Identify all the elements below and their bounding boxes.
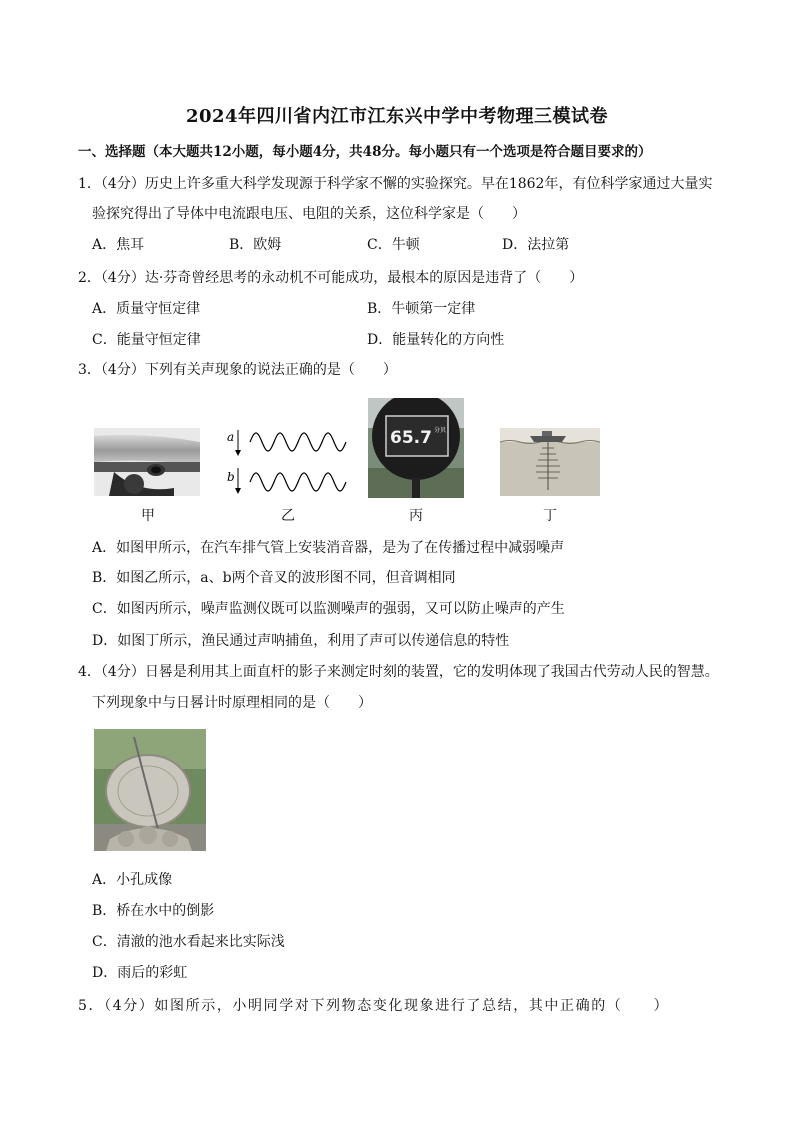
q1-option-c: C．牛顿 — [367, 237, 420, 253]
section-heading: 一、选择题（本大题共12小题，每小题4分，共48分。每小题只有一个选项是符合题目要求的） — [78, 144, 652, 160]
figure-caption-yi: 乙 — [281, 508, 295, 524]
q2-stem: 2．（4分）达·芬奇曾经思考的永动机不可能成功，最根本的原因是违背了（ ） — [78, 270, 584, 286]
q4-option-a: A．小孔成像 — [92, 872, 173, 888]
figure-caption-ding: 丁 — [543, 508, 557, 524]
q3-option-b: B．如图乙所示，a、b两个音叉的波形图不同，但音调相同 — [92, 570, 456, 586]
arrow-down-icon — [235, 488, 241, 494]
q3-stem: 3．（4分）下列有关声现象的说法正确的是（ ） — [78, 362, 397, 378]
sundial-image — [94, 729, 206, 851]
q5-stem: 5．（4分）如图所示，小明同学对下列物态变化现象进行了总结，其中正确的（ ） — [78, 998, 670, 1014]
q3-option-a: A．如图甲所示，在汽车排气管上安装消音器，是为了在传播过程中减弱噪声 — [92, 540, 565, 556]
q2-option-c: C．能量守恒定律 — [92, 332, 201, 348]
q4-stem-line2: 下列现象中与日晷计时原理相同的是（ ） — [92, 695, 372, 711]
q3-option-c: C．如图丙所示，噪声监测仪既可以监测噪声的强弱，又可以防止噪声的产生 — [92, 601, 565, 617]
wave-label-b: b — [227, 470, 235, 484]
waveform-diagram — [224, 424, 350, 500]
car-exhaust-image — [94, 428, 200, 496]
sonar-fishing-image — [500, 428, 600, 496]
arrow-down-icon — [235, 450, 241, 456]
q4-option-c: C．清澈的池水看起来比实际浅 — [92, 934, 285, 950]
q4-option-d: D．雨后的彩虹 — [92, 965, 188, 981]
q1-option-a: A．焦耳 — [92, 237, 145, 253]
q1-stem-line1: 1．（4分）历史上许多重大科学发现源于科学家不懈的实验探究。早在1862年，有位科学家通过大量实 — [78, 176, 713, 192]
monitor-reading: 65.7 — [390, 428, 432, 448]
q2-option-a: A．质量守恒定律 — [92, 301, 201, 317]
monitor-unit: 分贝 — [434, 427, 447, 434]
figure-caption-bing: 丙 — [409, 508, 423, 524]
q4-stem-line1: 4．（4分）日晷是利用其上面直杆的影子来测定时刻的装置，它的发明体现了我国古代劳动人民的智慧。 — [78, 664, 719, 680]
noise-monitor-image — [368, 398, 464, 498]
q3-option-d: D．如图丁所示，渔民通过声呐捕鱼，利用了声可以传递信息的特性 — [92, 633, 510, 649]
wave-label-a: a — [227, 430, 235, 444]
page-title: 2024年四川省内江市江东兴中学中考物理三模试卷 — [185, 106, 609, 127]
q1-stem-line2: 验探究得出了导体中电流跟电压、电阻的关系，这位科学家是（ ） — [92, 206, 526, 222]
q1-option-d: D．法拉第 — [502, 237, 570, 253]
q2-option-b: B．牛顿第一定律 — [367, 301, 476, 317]
q2-option-d: D．能量转化的方向性 — [367, 332, 505, 348]
q1-option-b: B．欧姆 — [229, 237, 282, 253]
figure-caption-jia: 甲 — [141, 508, 155, 524]
q4-option-b: B．桥在水中的倒影 — [92, 903, 215, 919]
